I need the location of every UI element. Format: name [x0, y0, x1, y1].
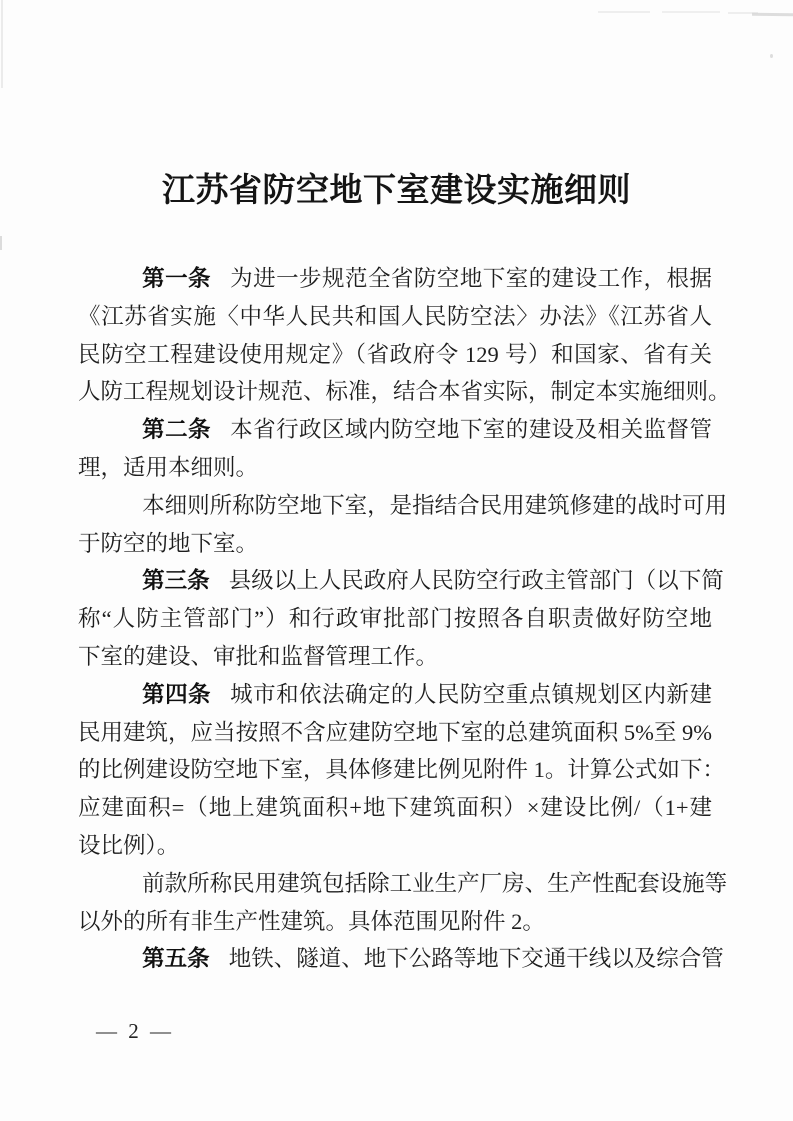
text-line: 下室的建设、审批和监督管理工作。	[78, 643, 439, 669]
document-title: 江苏省防空地下室建设实施细则	[162, 173, 631, 209]
scan-artifact	[728, 12, 758, 14]
text-line: 《江苏省实施〈中华人民共和国人民防空法〉办法》《江苏省人	[78, 303, 712, 329]
text-line-content: 县级以上人民政府人民防空行政主管部门（以下简	[228, 568, 724, 594]
text-line: 称“人防主管部门”）和行政审批部门按照各自职责做好防空地	[78, 606, 712, 632]
scan-artifact	[1, 0, 3, 88]
text-line: 理，适用本细则。	[78, 454, 259, 480]
scan-artifact	[598, 11, 650, 13]
page-number: — 2 —	[96, 1019, 174, 1043]
article-number: 第四条	[142, 681, 212, 707]
text-line: 民用建筑，应当按照不含应建防空地下室的总建筑面积 5%至 9%	[78, 719, 712, 745]
text-line: 设比例）。	[78, 832, 180, 858]
text-line: 应建面积=（地上建筑面积+地下建筑面积）×建设比例/（1+建	[78, 795, 712, 821]
article-number: 第二条	[142, 417, 212, 443]
text-line: 人防工程规划设计规范、标准，结合本省实际，制定本实施细则。	[78, 379, 731, 405]
text-line: 于防空的地下室。	[78, 530, 259, 556]
article-number: 第一条	[142, 266, 212, 291]
scan-artifact	[770, 54, 773, 58]
scan-artifact	[662, 11, 720, 13]
text-line-content: 为进一步规范全省防空地下室的建设工作，根据	[230, 266, 712, 291]
text-line	[78, 562, 724, 600]
article-number: 第三条	[142, 568, 210, 594]
text-line	[78, 940, 724, 978]
text-line-content: 本省行政区域内防空地下室的建设及相关监督管	[230, 417, 712, 443]
text-line	[78, 260, 712, 298]
text-line-content: 城市和依法确定的人民防空重点镇规划区内新建	[230, 681, 712, 707]
article-number: 第五条	[142, 946, 210, 972]
scan-artifact	[0, 236, 2, 250]
text-line: 的比例建设防空地下室，具体修建比例见附件 1。计算公式如下：	[78, 757, 725, 783]
text-line: 以外的所有非生产性建筑。具体范围见附件 2。	[78, 908, 545, 934]
text-line: 民防空工程建设使用规定》（省政府令 129 号）和国家、省有关	[78, 341, 712, 367]
text-line	[78, 411, 712, 449]
text-line-content: 地铁、隧道、地下公路等地下交通干线以及综合管	[228, 946, 724, 972]
text-line: 前款所称民用建筑包括除工业生产厂房、生产性配套设施等	[142, 870, 728, 896]
document-body	[78, 260, 731, 978]
scan-artifact	[752, 13, 793, 16]
text-line: 本细则所称防空地下室，是指结合民用建筑修建的战时可用	[142, 492, 728, 518]
text-line	[78, 676, 712, 714]
